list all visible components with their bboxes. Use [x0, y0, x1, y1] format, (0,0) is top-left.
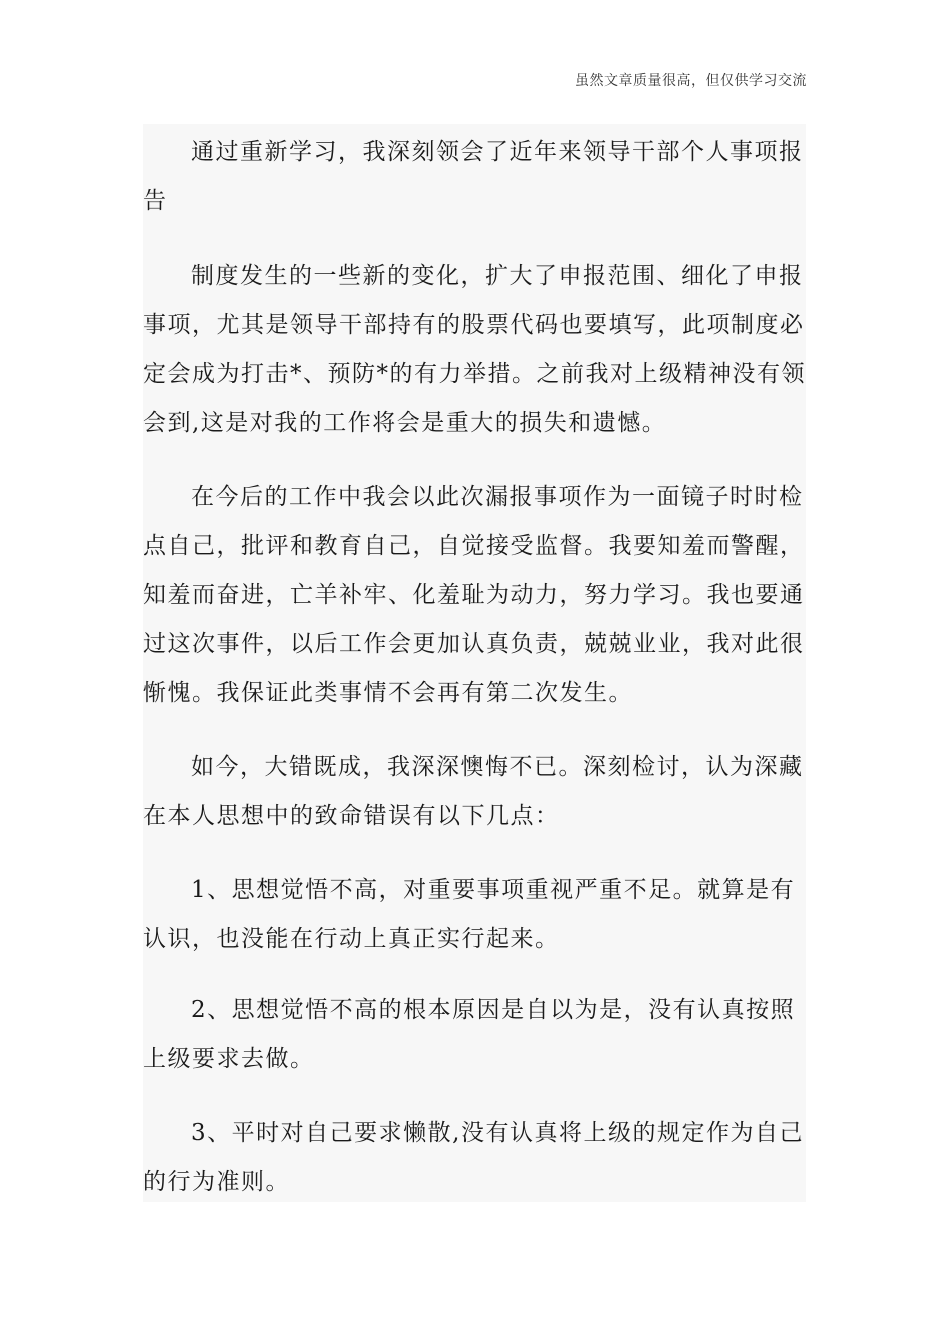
paragraph-4: 如今，大错既成，我深深懊悔不已。深刻检讨，认为深藏在本人思想中的致命错误有以下几点： — [143, 754, 804, 829]
paragraph-1: 通过重新学习，我深刻领会了近年来领导干部个人事项报告 — [143, 139, 804, 214]
paragraph-3: 在今后的工作中我会以此次漏报事项作为一面镜子时时检点自己，批评和教育自己，自觉接受监督。我要知羞而警醒，知羞而奋进，亡羊补牢、化羞耻为动力，努力学习。我也要通过这次事件，以后工作会更加认真负责，兢兢业业，我对此很惭愧。我保证此类事情不会再有第二次发生。 — [143, 484, 805, 706]
paragraph-2: 制度发生的一些新的变化，扩大了申报范围、细化了申报事项，尤其是领导干部持有的股票代码也要填写，此项制度必定会成为打击*、预防*的有力举措。之前我对上级精神没有领会到,这是对我的工作将会是重大的损失和遗憾。 — [143, 263, 806, 436]
paragraph-7: 3、平时对自己要求懒散,没有认真将上级的规定作为自己的行为准则。 — [143, 1120, 804, 1195]
paragraph-6: 2、思想觉悟不高的根本原因是自以为是，没有认真按照上级要求去做。 — [143, 997, 796, 1072]
paragraph-5: 1、思想觉悟不高，对重要事项重视严重不足。就算是有认识，也没能在行动上真正实行起来。 — [143, 877, 796, 952]
header-disclaimer: 虽然文章质量很高，但仅供学习交流 — [575, 73, 807, 89]
